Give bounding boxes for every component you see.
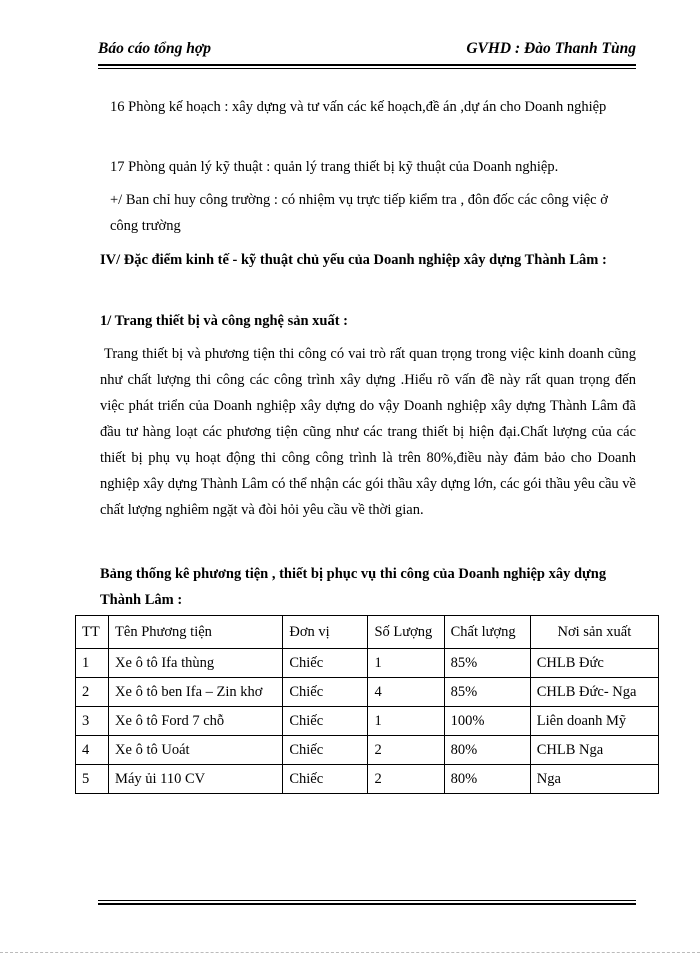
cell-quantity: 1: [368, 649, 444, 678]
cell-tt: 4: [76, 736, 109, 765]
cell-quality: 80%: [444, 765, 530, 794]
page-bottom-edge: [0, 952, 700, 953]
cell-unit: Chiếc: [283, 649, 368, 678]
item-construction-site: +/ Ban chỉ huy công trường : có nhiệm vụ trực tiếp kiểm tra , đôn đốc các công việc ở công trường: [110, 192, 608, 234]
cell-quality: 85%: [444, 649, 530, 678]
cell-unit: Chiếc: [283, 765, 368, 794]
item-16: 16 Phòng kế hoạch : xây dựng và tư vấn các kế hoạch,đề án ,dự án cho Doanh nghiệp: [110, 99, 607, 115]
item-17: 17 Phòng quản lý kỹ thuật : quản lý trang thiết bị kỹ thuật của Doanh nghiệp.: [110, 159, 559, 175]
table-row: [76, 649, 659, 678]
page-header: [98, 40, 636, 64]
cell-quantity: 2: [368, 765, 444, 794]
cell-quality: 85%: [444, 678, 530, 707]
table-header-row: [76, 616, 659, 649]
cell-unit: Chiếc: [283, 678, 368, 707]
header-cell-quantity: Số Lượng: [368, 616, 444, 649]
table-title: Bảng thống kê phương tiện , thiết bị phục vụ thi công của Doanh nghiệp xây dựng Thành Lâm :: [100, 566, 607, 608]
header-rule-thin: [98, 68, 636, 69]
cell-vehicle-name: Xe ô tô ben Ifa – Zin khơ: [109, 678, 283, 707]
footer-rule-thick: [98, 903, 636, 905]
subsection-heading-1: 1/ Trang thiết bị và công nghệ sản xuất :: [100, 313, 349, 329]
table-row: [76, 736, 659, 765]
cell-quantity: 1: [368, 707, 444, 736]
header-cell-vehicle-name: Tên Phương tiện: [109, 616, 283, 649]
cell-quality: 80%: [444, 736, 530, 765]
cell-vehicle-name: Xe ô tô Ford 7 chỗ: [109, 707, 283, 736]
table-row: [76, 765, 659, 794]
cell-origin: Liên doanh Mỹ: [530, 707, 658, 736]
header-cell-tt: TT: [76, 616, 109, 649]
cell-origin: CHLB Đức- Nga: [530, 678, 658, 707]
cell-unit: Chiếc: [283, 736, 368, 765]
header-rule-thick: [98, 64, 636, 66]
header-cell-origin: Nơi sản xuất: [530, 616, 658, 649]
body-paragraph: Trang thiết bị và phương tiện thi công có vai trò rất quan trọng trong việc kinh doanh cũng như chất lượng thi công các công trình xây dựng .Hiểu rõ vấn đề này rất quan trọng đến việc phát triển của Doanh nghiệp xây dựng do vậy Doanh nghiệp xây dựng Thành Lâm đã đầu tư hàng loạt các phương tiện cũng như các trang thiết bị hiện đại.Chất lượng của các thiết bị phụ vụ hoạt động thi công công trình là trên 80%,điều này đảm bảo cho Doanh nghiệp xây dựng Thành Lâm có thể nhận các gói thầu xây dựng lớn, các gói thầu yêu cầu về chất lượng nghiêm ngặt và đòi hỏi yêu cầu về thời gian.: [100, 346, 640, 518]
cell-quality: 100%: [444, 707, 530, 736]
cell-tt: 3: [76, 707, 109, 736]
cell-tt: 1: [76, 649, 109, 678]
cell-vehicle-name: Xe ô tô Uoát: [109, 736, 283, 765]
cell-vehicle-name: Máy ủi 110 CV: [109, 765, 283, 794]
table-row: [76, 678, 659, 707]
cell-origin: CHLB Đức: [530, 649, 658, 678]
cell-quantity: 2: [368, 736, 444, 765]
header-cell-unit: Đơn vị: [283, 616, 368, 649]
cell-origin: Nga: [530, 765, 658, 794]
header-cell-quality: Chất lượng: [444, 616, 530, 649]
cell-quantity: 4: [368, 678, 444, 707]
cell-tt: 2: [76, 678, 109, 707]
cell-vehicle-name: Xe ô tô Ifa thùng: [109, 649, 283, 678]
cell-unit: Chiếc: [283, 707, 368, 736]
cell-origin: CHLB Nga: [530, 736, 658, 765]
footer-rule-thin: [98, 900, 636, 901]
section-heading-iv: IV/ Đặc điểm kinh tế - kỹ thuật chủ yếu của Doanh nghiệp xây dựng Thành Lâm :: [100, 252, 607, 268]
cell-tt: 5: [76, 765, 109, 794]
header-report-title: Báo cáo tổng hợp: [98, 40, 211, 57]
header-supervisor: GVHD : Đào Thanh Tùng: [466, 40, 636, 57]
table-row: [76, 707, 659, 736]
equipment-table: [75, 615, 659, 794]
